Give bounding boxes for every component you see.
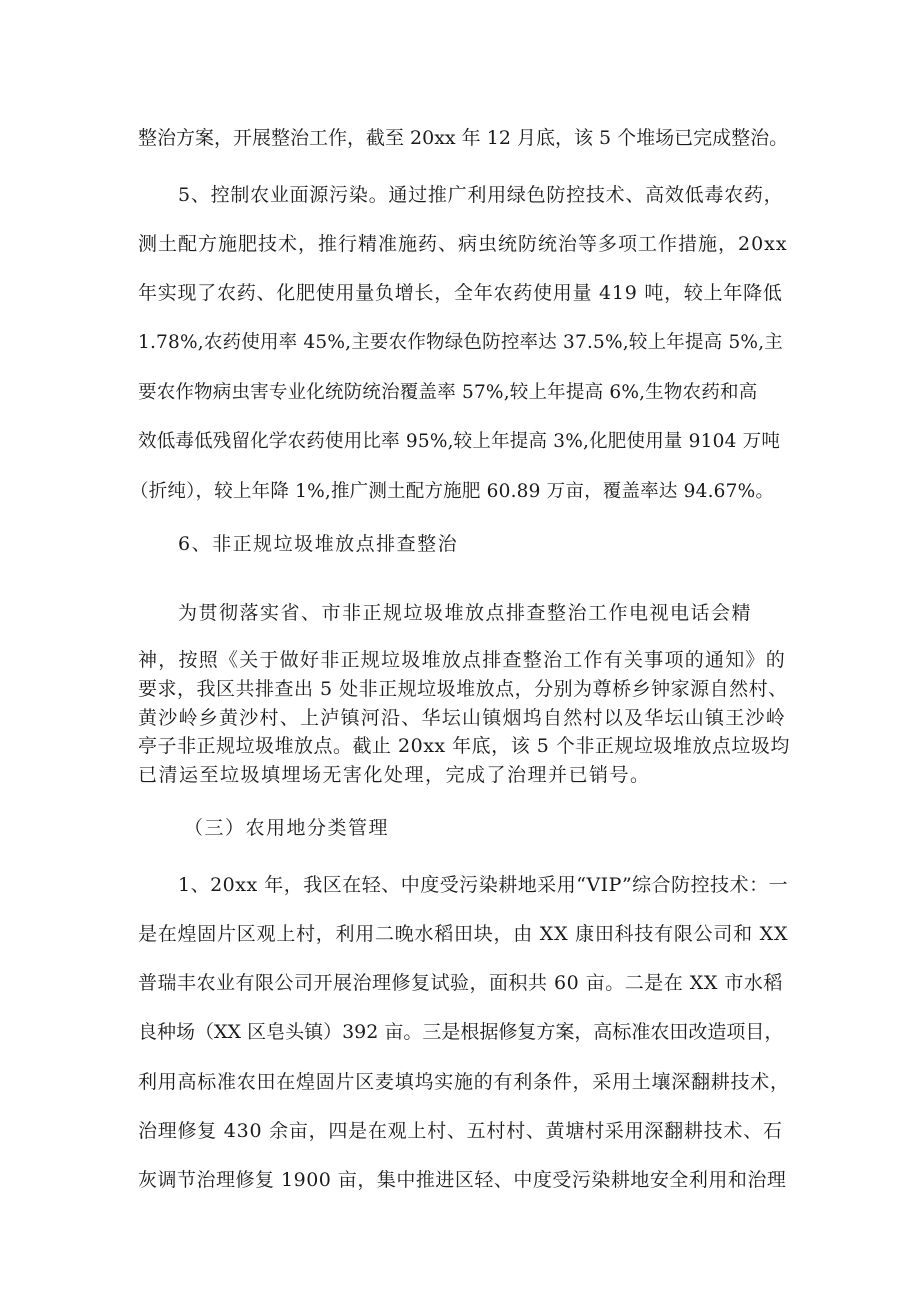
text-line: 5、控制农业面源污染。通过推广利用绿色防控技术、高效低毒农药， xyxy=(178,184,784,206)
text-line: 年实现了农药、化肥使用量负增长，全年农药使用量 419 吨，较上年降低 xyxy=(138,282,783,304)
text-line: （折纯），较上年降 1%,推广测土配方施肥 60.89 万亩，覆盖率达 94.67%。 xyxy=(130,481,775,502)
text-line: 1.78%,农药使用率 45%,主要农作物绿色防控率达 37.5%,较上年提高 5%,主 xyxy=(138,332,783,353)
text-line: 为贯彻落实省、市非正规垃圾堆放点排查整治工作电视电话会精 xyxy=(178,602,753,624)
text-line: 神，按照《关于做好非正规垃圾堆放点排查整治工作有关事项的通知》的 xyxy=(138,649,787,671)
text-line: 灰调节治理修复 1900 亩，集中推进区轻、中度受污染耕地安全利用和治理 xyxy=(138,1169,787,1191)
text-line: 整治方案，开展整治工作，截至 20xx 年 12 月底，该 5 个堆场已完成整治。 xyxy=(138,127,789,149)
text-line: 黄沙岭乡黄沙村、上泸镇河沿、华坛山镇烟坞自然村以及华坛山镇王沙岭 xyxy=(138,707,787,729)
heading-text: （三）农用地分类管理 xyxy=(184,817,390,839)
text-line: 测土配方施肥技术，推行精准施药、病虫统防统治等多项工作措施，20xx xyxy=(138,233,788,255)
text-line: 1、20xx 年，我区在轻、中度受污染耕地采用“VIP”综合防控技术：一 xyxy=(178,874,789,896)
text-line: 要农作物病虫害专业化统防统治覆盖率 57%,较上年提高 6%,生物农药和高 xyxy=(138,382,758,403)
text-line: 普瑞丰农业有限公司开展治理修复试验，面积共 60 亩。二是在 XX 市水稻 xyxy=(138,972,783,994)
text-line: 是在煌固片区观上村，利用二晚水稻田块，由 XX 康田科技有限公司和 XX xyxy=(138,923,789,945)
text-line: 要求，我区共排查出 5 处非正规垃圾堆放点，分别为尊桥乡钟家源自然村、 xyxy=(138,678,788,700)
heading-text: 6、非正规垃圾堆放点排查整治 xyxy=(178,533,459,555)
text-line: 效低毒低残留化学农药使用比率 95%,较上年提高 3%,化肥使用量 9104 万吨 xyxy=(138,431,781,452)
text-line: 已清运至垃圾填埋场无害化处理，完成了治理并已销号。 xyxy=(138,764,651,786)
text-line: 利用高标准农田在煌固片区麦填坞实施的有利条件，采用土壤深翻耕技术， xyxy=(138,1071,790,1093)
text-line: 良种场（XX 区皂头镇）392 亩。三是根据修复方案，高标准农田改造项目， xyxy=(138,1021,784,1043)
text-line: 治理修复 430 余亩，四是在观上村、五村村、黄塘村采用深翻耕技术、石 xyxy=(138,1120,783,1142)
text-line: 亭子非正规垃圾堆放点。截止 20xx 年底，该 5 个非正规垃圾堆放点垃圾均 xyxy=(138,735,790,757)
